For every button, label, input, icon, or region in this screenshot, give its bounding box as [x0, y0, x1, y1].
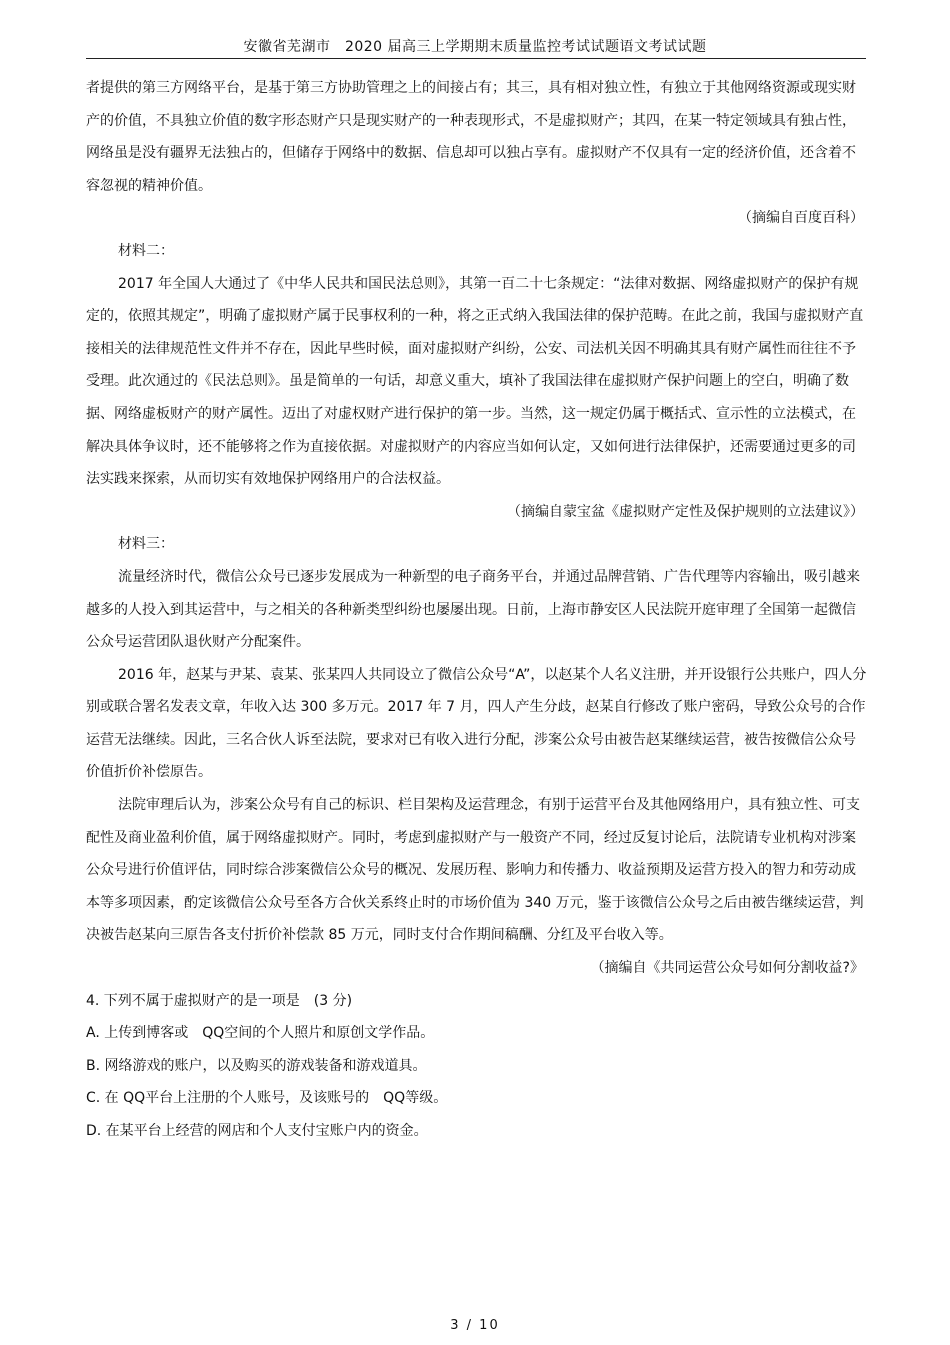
material-3-label: 材料三：	[118, 536, 174, 553]
header-divider	[86, 58, 866, 59]
option-b: B. 网络游戏的账户，以及购买的游戏装备和游戏道具。	[86, 1057, 427, 1074]
material-2-paragraph: 2017 年全国人大通过了《中华人民共和国民法总则》，其第一百二十七条规定：“法律对数据、网络虚拟财产的保护有规定的，依照其规定”，明确了虚拟财产属于民事权利的一种，将之正式纳入我国法律的保护范畴。在此之前，我国与虚拟财产直接相关的法律规范性文件并不存在，因此早些时候，面对虚拟财产纠纷，公安、司法机关因不明确其具有财产属性而往往不予受理。此次通过的《民法总则》。虽是简单的一句话，却意义重大，填补了我国法律在虚拟财产保护问题上的空白，明确了数据、网络虚板财产的财产属性。迈出了对虚权财产进行保护的第一步。当然，这一规定仍属于概括式、宣示性的立法模式，在解决具体争议时，还不能够将之作为直接依据。对虚拟财产的内容应当如何认定，又如何进行法律保护，还需要通过更多的司法实践来探索，从而切实有效地保护网络用户的合法权益。	[86, 275, 864, 488]
material-3-paragraph-1: 流量经济时代，微信公众号已逐步发展成为一种新型的电子商务平台，并通过品牌营销、广告代理等内容输出，吸引越来越多的人投入到其运营中，与之相关的各种新类型纠纷也屡屡出现。日前，上海市静安区人民法院开庭审理了全国第一起微信公众号运营团队退伙财产分配案件。	[86, 568, 860, 651]
continuation-paragraph: 者提供的第三方网络平台，是基于第三方协助管理之上的间接占有；其三，具有相对独立性，有独立于其他网络资源或现实财产的价值，不具独立价值的数字形态财产只是现实财产的一种表现形式，不是虚拟财产；其四，在某一特定领域具有独占性，网络虽是没有疆界无法独占的，但储存于网络中的数据、信息却可以独占享有。虚拟财产不仅具有一定的经济价值，还含着不容忽视的精神价值。	[86, 80, 856, 194]
document-body	[86, 72, 868, 1148]
material-2-label: 材料二：	[118, 242, 174, 259]
document-header: 安徽省芜湖市 2020 届高三上学期期末质量监控考试试题语文考试试题	[243, 39, 707, 55]
option-a: A. 上传到博客或 QQ空间的个人照片和原创文学作品。	[86, 1025, 435, 1042]
source-citation-1: （摘编自百度百科）	[738, 210, 864, 227]
question-stem: 4. 下列不属于虚拟财产的是一项是 (3 分)	[86, 992, 353, 1009]
option-d: D. 在某平台上经营的网店和个人支付宝账户内的资金。	[86, 1123, 428, 1139]
page-number: 3 / 10	[450, 1318, 500, 1333]
material-3-paragraph-2: 2016 年，赵某与尹某、袁某、张某四人共同设立了微信公众号“A”，以赵某个人名义注册，并开设银行公共账户，四人分别或联合署名发表文章，年收入达 300 多万元。2017 年 7 月，四人产生分歧，赵某自行修改了账户密码，导致公众号的合作运营无法继续。因此，三名合伙人诉至法院，要求对已有收入进行分配，涉案公众号由被告赵某继续运营，被告按微信公众号价值折价补偿原告。	[86, 666, 867, 781]
material-3-paragraph-3: 法院审理后认为，涉案公众号有自己的标识、栏目架构及运营理念，有别于运营平台及其他网络用户，具有独立性、可支配性及商业盈利价值，属于网络虚拟财产。同时，考虑到虚拟财产与一般资产不同，经过反复讨论后，法院请专业机构对涉案公众号进行价值评估，同时综合涉案微信公众号的概况、发展历程、影响力和传播力、收益预期及运营方投入的智力和劳动成本等多项因素，酌定该微信公众号至各方合伙关系终止时的市场价值为 340 万元，鉴于该微信公众号之后由被告继续运营，判决被告赵某向三原告各支付折价补偿款 85 万元，同时支付合作期间稿酬、分红及平台收入等。	[86, 797, 864, 944]
source-citation-2: （摘编自蒙宝盆《虚拟财产定性及保护规则的立法建议》）	[507, 503, 864, 520]
option-c: C. 在 QQ平台上注册的个人账号，及该账号的 QQ等级。	[86, 1090, 448, 1107]
source-citation-3: （摘编自《共同运营公众号如何分割收益?》	[590, 960, 864, 977]
